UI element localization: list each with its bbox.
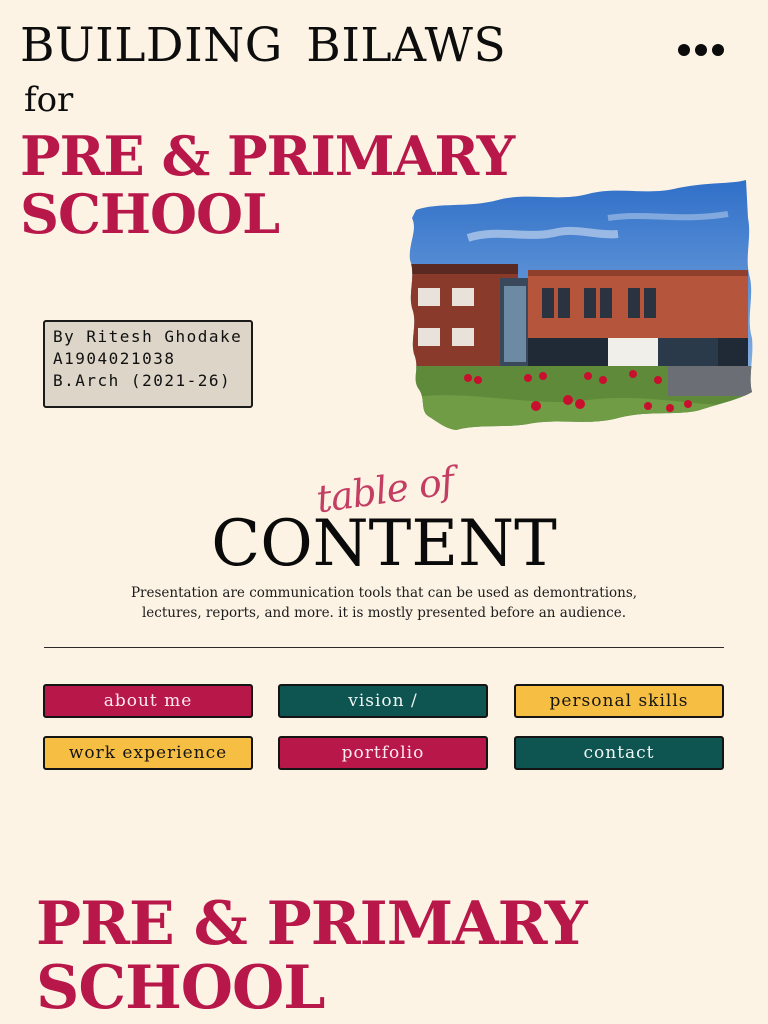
menu-dot [678,44,690,56]
author-info-box [43,320,253,408]
about-me-button[interactable]: about me [43,684,253,718]
author-name: By Ritesh Ghodake [53,327,243,346]
more-dots-icon[interactable] [678,44,724,56]
menu-dot [712,44,724,56]
menu-dot [695,44,707,56]
table-of-script-heading: table of [313,458,457,522]
title-subtitle: for [24,80,74,120]
vision-button[interactable]: vision / [278,684,488,718]
school-building-photo [408,178,754,432]
footer-school-heading [36,889,587,1023]
contact-button[interactable]: contact [514,736,724,770]
school-heading-line-1: PRE & PRIMARY [20,124,515,188]
footer-heading-line-1: PRE & PRIMARY [36,889,587,959]
section-divider [44,647,724,648]
author-program: B.Arch (2021-26) [53,371,232,390]
content-heading: CONTENT [211,507,557,581]
school-heading-line-2: SCHOOL [20,182,280,246]
author-id: A1904021038 [53,349,176,368]
portfolio-button[interactable]: portfolio [278,736,488,770]
content-description: Presentation are communication tools that can be used as demontrations, lectures, reports, and more. it is mostly presented before an audience. [130,585,638,621]
presentation-title: BUILDING BILAWS [20,18,507,73]
personal-skills-button[interactable]: personal skills [514,684,724,718]
footer-heading-line-2: SCHOOL [36,953,325,1023]
work-experience-button[interactable]: work experience [43,736,253,770]
